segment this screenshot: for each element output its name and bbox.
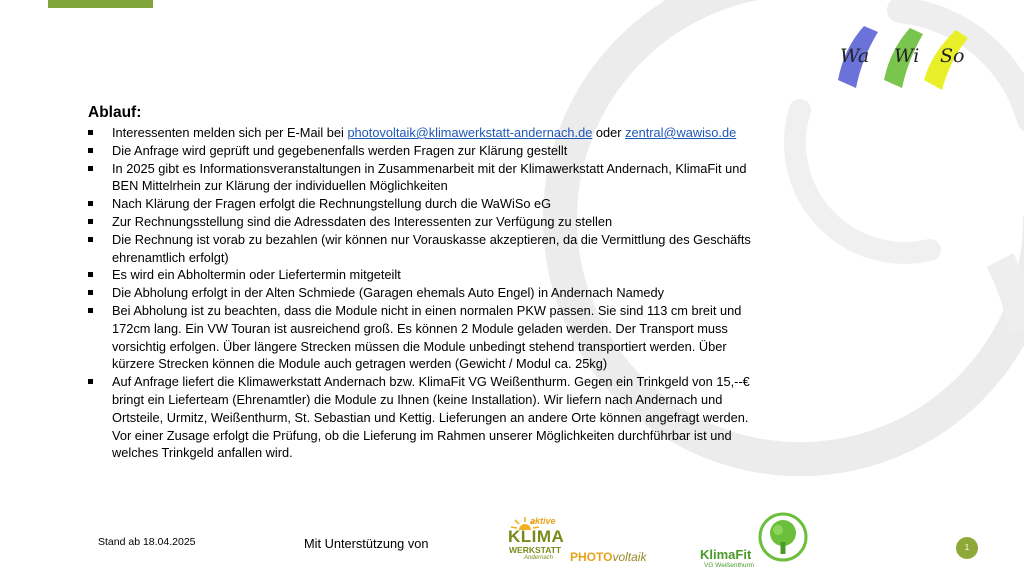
voltaik-text: voltaik: [612, 550, 647, 564]
list-item: [88, 142, 768, 160]
list-item: [88, 266, 768, 284]
email-link-zentral[interactable]: zentral@wawiso.de: [625, 125, 737, 140]
page-number-badge: 1: [956, 537, 978, 559]
list-item: [88, 284, 768, 302]
bullet-icon: [88, 201, 93, 206]
list-item-text: Bei Abholung ist zu beachten, dass die Module nicht in einen normalen PKW passen. Sie sind 113 cm breit und 172cm lang. Ein VW Touran ist ausreichend groß. Es können 2 Module geladen werden. Der Transport muss vorsichtig erfolgen. Über längere Strecken müssen die Module unbedingt stehend transportiert werden. Über kürzere Strecken können die Module auch getragen werden (Gewicht / Modul ca. 25kg): [112, 302, 742, 372]
bullet-icon: [88, 166, 93, 171]
klima-werkstatt-text: WERKSTATT: [509, 545, 562, 555]
bullet-icon: [88, 308, 93, 313]
list-item-text: Die Rechnung ist vorab zu bezahlen (wir können nur Vorauskasse akzeptieren, da die Vermittlung des Geschäfts ehrenamtlich erfolgt): [112, 231, 751, 265]
bullet-icon: [88, 290, 93, 295]
klimawerkstatt-logo: [500, 516, 572, 564]
klima-main-text: KLIMA: [508, 527, 565, 546]
list-item-text: Interessenten melden sich per E-Mail bei: [112, 125, 348, 140]
klima-aktive-text: aktive: [530, 516, 556, 526]
bullet-icon: [88, 130, 93, 135]
tree-icon: [758, 512, 808, 562]
klimafit-sub-text: VG Weißenthurm: [704, 562, 755, 568]
bullet-icon: [88, 148, 93, 153]
list-item-text: In 2025 gibt es Informationsveranstaltungen in Zusammenarbeit mit der Klimawerkstatt Andernach, KlimaFit und BEN Mittelrhein zur Klärung der individuellen Möglichkeiten: [112, 160, 747, 194]
list-item: [88, 195, 768, 213]
logo-letters-wa: Wa: [840, 45, 870, 67]
list-item-text: Die Anfrage wird geprüft und gegebenenfalls werden Fragen zur Klärung gestellt: [112, 142, 568, 158]
photovoltaik-logo: [570, 550, 646, 564]
process-list: [88, 124, 768, 462]
klima-sub-text: Andernach: [524, 555, 554, 561]
bullet-icon: [88, 379, 93, 384]
list-item: [88, 231, 768, 267]
logo-letters-wi: Wi: [894, 45, 920, 67]
list-item: [88, 124, 768, 142]
section-title: Ablauf:: [88, 104, 142, 121]
list-item-text: Es wird ein Abholtermin oder Liefertermin mitgeteilt: [112, 267, 401, 283]
klimafit-logo: [700, 512, 810, 568]
list-item-text: Auf Anfrage liefert die Klimawerkstatt Andernach bzw. KlimaFit VG Weißenthurm. Gegen ein Trinkgeld von 15,--€ bringt ein Lieferteam (Ehrenamtler) die Module zu Ihnen (keine Installation). Wir liefern nach Andernach und Ortsteile, Urmitz, Weißenthurm, St. Sebastian und Kettig. Lieferungen an andere Orte können angefragt werden. Vor einer Zusage erfolgt die Prüfung, ob die Lieferung im Rahmen unserer Möglichkeiten durchführbar ist und welches Trinkgeld anfallen wird.: [112, 374, 750, 461]
bullet-icon: [88, 237, 93, 242]
email-link-photovoltaik[interactable]: photovoltaik@klimawerkstatt-andernach.de: [347, 125, 593, 140]
list-item: [88, 373, 768, 462]
list-item: [88, 302, 768, 373]
list-item-text: Die Abholung erfolgt in der Alten Schmiede (Garagen ehemals Auto Engel) in Andernach Namedy: [112, 285, 665, 301]
footer-support-text: Mit Unterstützung von: [304, 536, 429, 551]
wawiso-logo: [826, 18, 976, 98]
bullet-icon: [88, 272, 93, 277]
list-item-text: Zur Rechnungsstellung sind die Adressdaten des Interessenten zur Verfügung zu stellen: [112, 213, 613, 229]
list-item: [88, 213, 768, 231]
footer-date: Stand ab 18.04.2025: [98, 536, 196, 548]
list-item-text: oder: [592, 125, 626, 140]
photo-text: PHOTO: [570, 550, 613, 564]
list-item-text: Nach Klärung der Fragen erfolgt die Rechnungstellung durch die WaWiSo eG: [112, 196, 552, 212]
list-item: [88, 160, 768, 196]
klimafit-text: KlimaFit: [700, 547, 752, 562]
logo-letters-so: So: [940, 45, 965, 67]
bullet-icon: [88, 219, 93, 224]
